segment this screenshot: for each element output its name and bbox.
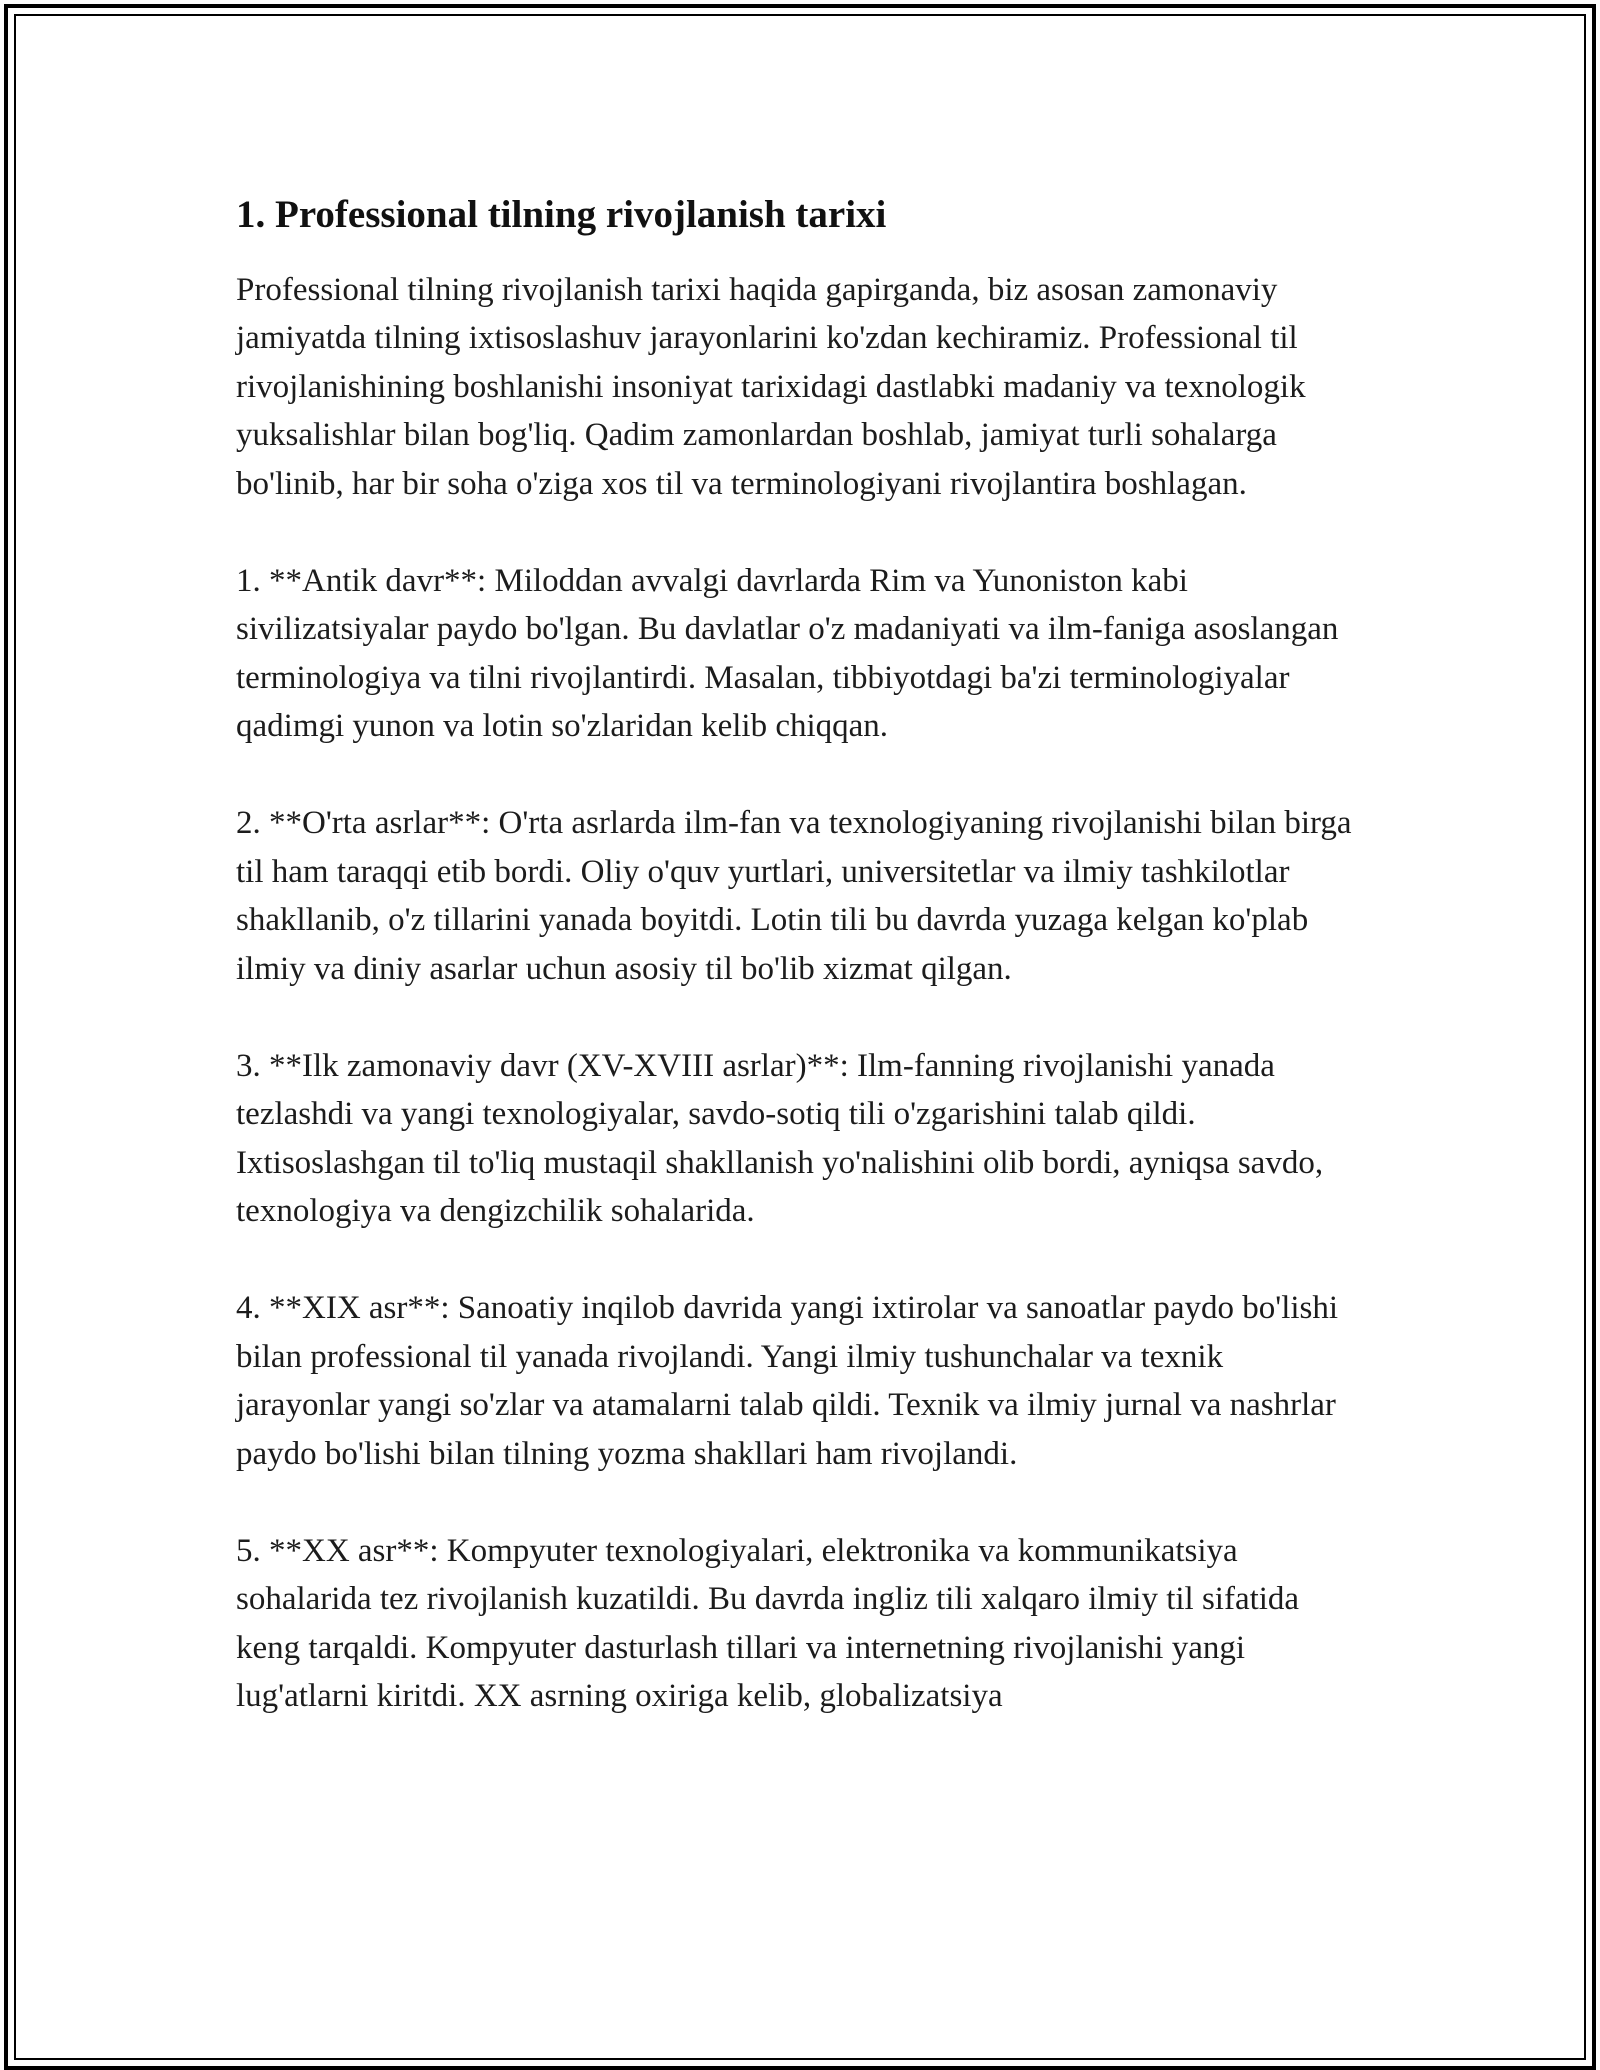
- paragraph-antik-davr: 1. **Antik davr**: Miloddan avvalgi davrlarda Rim va Yunoniston kabi sivilizatsiyalar paydo bo'lgan. Bu davlatlar o'z madaniyati va ilm-faniga asoslangan terminologiya va tilni rivojlantirdi. Masalan, tibbiyotdagi ba'zi terminologiyalar qadimgi yunon va lotin so'zlaridan kelib chiqqan.: [236, 562, 1339, 745]
- section-heading: 1. Professional tilning rivojlanish tarixi: [236, 193, 887, 236]
- intro-paragraph: Professional tilning rivojlanish tarixi haqida gapirganda, biz asosan zamonaviy jamiyatda tilning ixtisoslashuv jarayonlarini ko'zdan kechiramiz. Professional til rivojlanishining boshlanishi insoniyat tarixidagi dastlabki madaniy va texnologik yuksalishlar bilan bog'liq. Qadim zamonlardan boshlab, jamiyat turli sohalarga bo'linib, har bir soha o'ziga xos til va terminologiyani rivojlantira boshlagan.: [236, 271, 1306, 502]
- paragraph-xix-asr: 4. **XIX asr**: Sanoatiy inqilob davrida yangi ixtirolar va sanoatlar paydo bo'lishi bilan professional til yanada rivojlandi. Yangi ilmiy tushunchalar va texnik jarayonlar yangi so'zlar va atamalarni talab qildi. Texnik va ilmiy jurnal va nashrlar paydo bo'lishi bilan tilning yozma shakllari ham rivojlandi.: [236, 1290, 1339, 1472]
- paragraph-ilk-zamonaviy-davr: 3. **Ilk zamonaviy davr (XV-XVIII asrlar)**: Ilm-fanning rivojlanishi yanada tezlashdi va yangi texnologiyalar, savdo-sotiq tili o'zgarishini talab qildi. Ixtisoslashgan til to'liq mustaqil shakllanish yo'nalishini olib bordi, ayniqsa savdo, texnologiya va dengizchilik sohalarida.: [236, 1047, 1324, 1230]
- document-body: [236, 180, 1356, 1769]
- paragraph-orta-asrlar: 2. **O'rta asrlar**: O'rta asrlarda ilm-fan va texnologiyaning rivojlanishi bilan birga til ham taraqqi etib bordi. Oliy o'quv yurtlari, universitetlar va ilmiy tashkilotlar shakllanib, o'z tillarini yanada boyitdi. Lotin tili bu davrda yuzaga kelgan ko'plab ilmiy va diniy asarlar uchun asosiy til bo'lib xizmat qilgan.: [236, 805, 1352, 987]
- paragraph-xx-asr: 5. **XX asr**: Kompyuter texnologiyalari, elektronika va kommunikatsiya sohalarida tez rivojlanish kuzatildi. Bu davrda ingliz tili xalqaro ilmiy til sifatida keng tarqaldi. Kompyuter dasturlash tillari va internetning rivojlanishi yangi lug'atlarni kiritdi. XX asrning oxiriga kelib, globalizatsiya: [236, 1532, 1300, 1715]
